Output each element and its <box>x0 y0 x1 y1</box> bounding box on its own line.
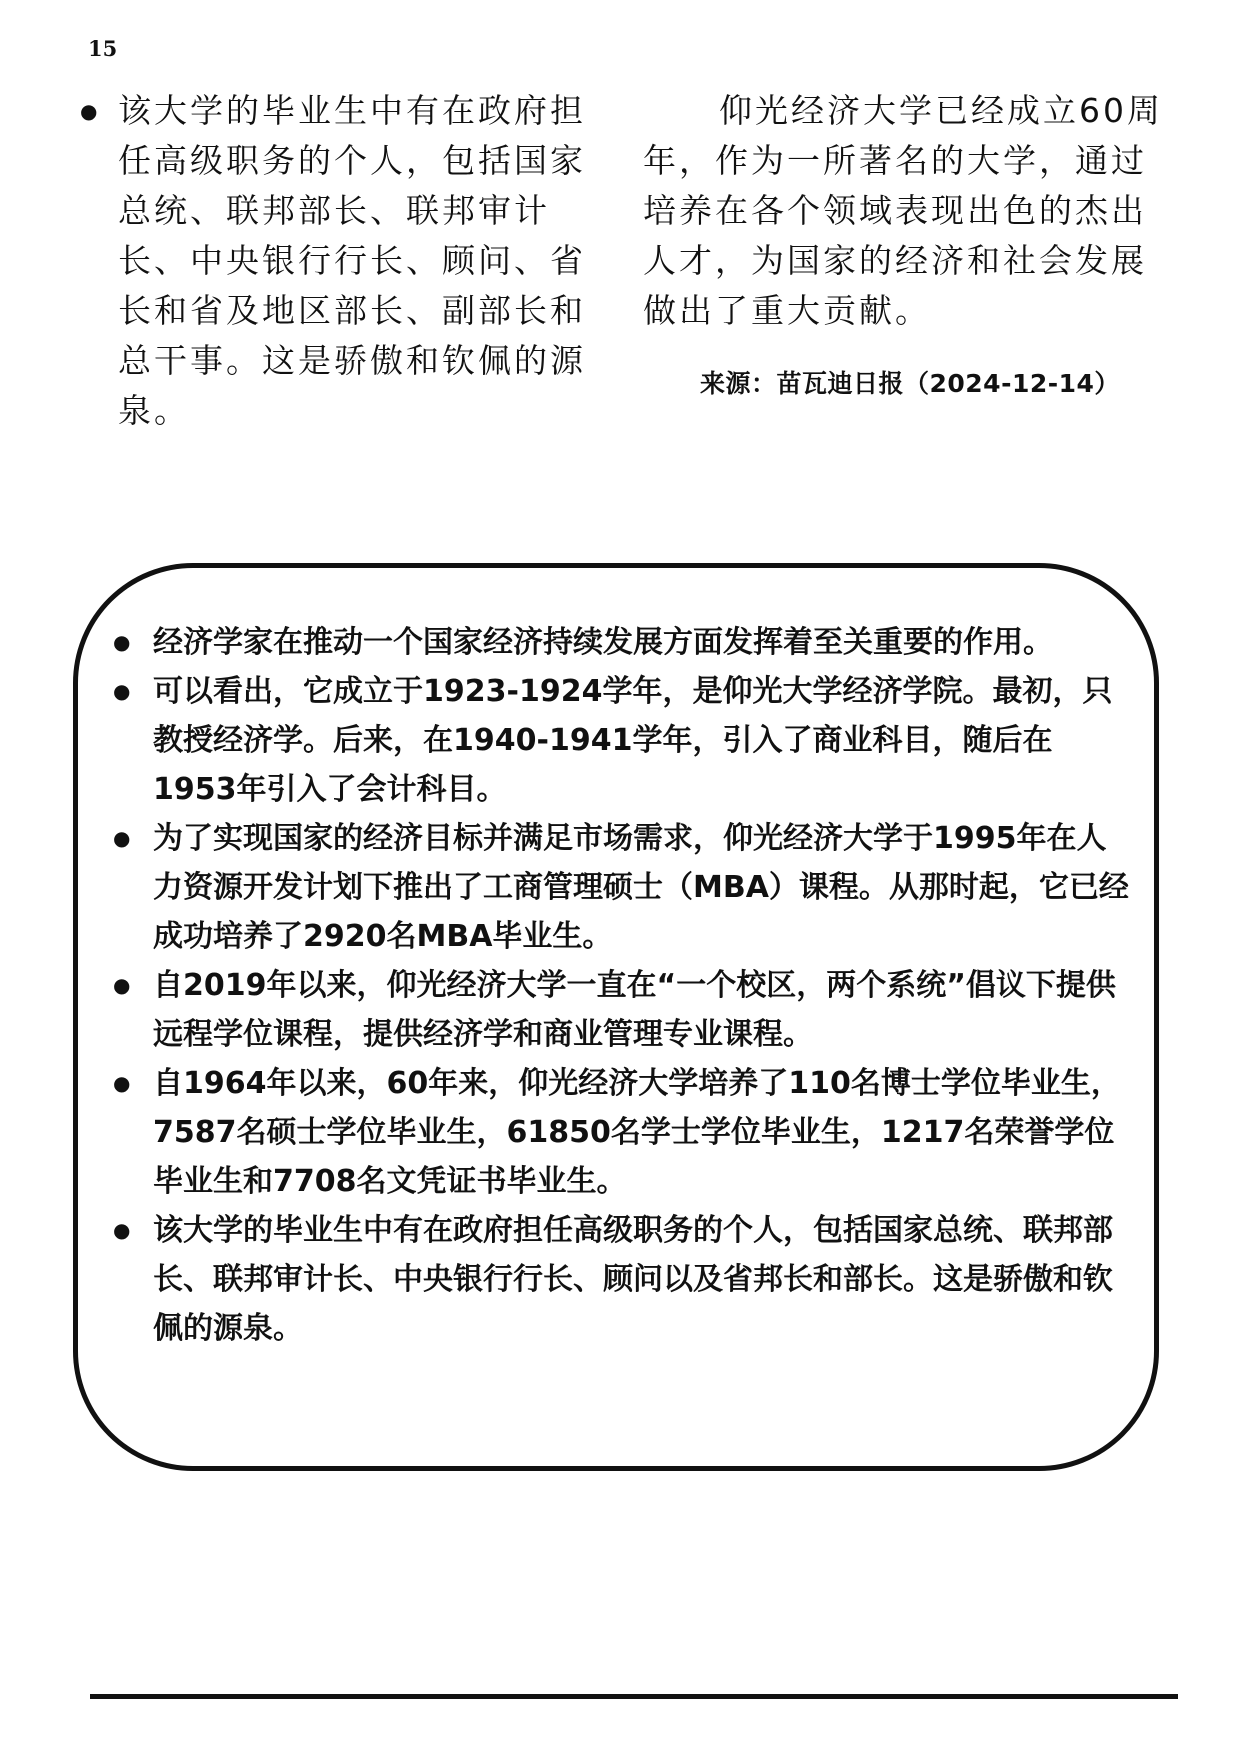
footer-rule <box>90 1694 1178 1699</box>
right-paragraph: 仰光经济大学已经成立60周年，作为一所著名的大学，通过培养在各个领域表现出色的杰出人才，为国家的经济和社会发展做出了重大贡献。 <box>643 91 1163 330</box>
summary-item <box>110 618 1135 667</box>
source-citation: 来源：苗瓦迪日报（2024-12-14） <box>700 369 1120 398</box>
summary-item <box>110 1059 1135 1206</box>
summary-item-text: 经济学家在推动一个国家经济持续发展方面发挥着至关重要的作用。 <box>153 625 1053 660</box>
bullet-icon: ● <box>80 99 101 123</box>
bullet-icon: ● <box>113 630 131 654</box>
left-column <box>80 86 610 436</box>
right-column <box>643 86 1168 336</box>
bullet-icon: ● <box>113 1071 131 1095</box>
summary-item-text: 为了实现国家的经济目标并满足市场需求，仰光经济大学于1995年在人力资源开发计划下推出了工商管理硕士（MBA）课程。从那时起，它已经成功培养了2920名MBA毕业生。 <box>153 821 1129 954</box>
summary-item <box>110 1206 1135 1353</box>
bullet-icon: ● <box>113 1218 131 1242</box>
summary-item-text: 自1964年以来，60年来，仰光经济大学培养了110名博士学位毕业生，7587名硕士学位毕业生，61850名学士学位毕业生，1217名荣誉学位毕业生和7708名文凭证书毕业生。 <box>153 1066 1121 1199</box>
bullet-icon: ● <box>113 973 131 997</box>
summary-item <box>110 814 1135 961</box>
summary-item-text: 可以看出，它成立于1923-1924学年，是仰光大学经济学院。最初，只教授经济学。后来，在1940-1941学年，引入了商业科目，随后在1953年引入了会计科目。 <box>153 674 1113 807</box>
bullet-icon: ● <box>113 679 131 703</box>
summary-item <box>110 961 1135 1059</box>
summary-item-text: 该大学的毕业生中有在政府担任高级职务的个人，包括国家总统、联邦部长、联邦审计长、中央银行行长、顾问以及省邦长和部长。这是骄傲和钦佩的源泉。 <box>153 1213 1113 1346</box>
summary-item-text: 自2019年以来，仰光经济大学一直在“一个校区，两个系统”倡议下提供远程学位课程，提供经济学和商业管理专业课程。 <box>153 968 1116 1052</box>
bullet-icon: ● <box>113 826 131 850</box>
summary-list <box>110 618 1135 1353</box>
page-number: 15 <box>88 36 118 61</box>
left-bullet-text: 该大学的毕业生中有在政府担任高级职务的个人，包括国家总统、联邦部长、联邦审计长、中央银行行长、顾问、省长和省及地区部长、副部长和总干事。这是骄傲和钦佩的源泉。 <box>118 91 586 430</box>
summary-item <box>110 667 1135 814</box>
left-bullet-item <box>80 86 610 436</box>
